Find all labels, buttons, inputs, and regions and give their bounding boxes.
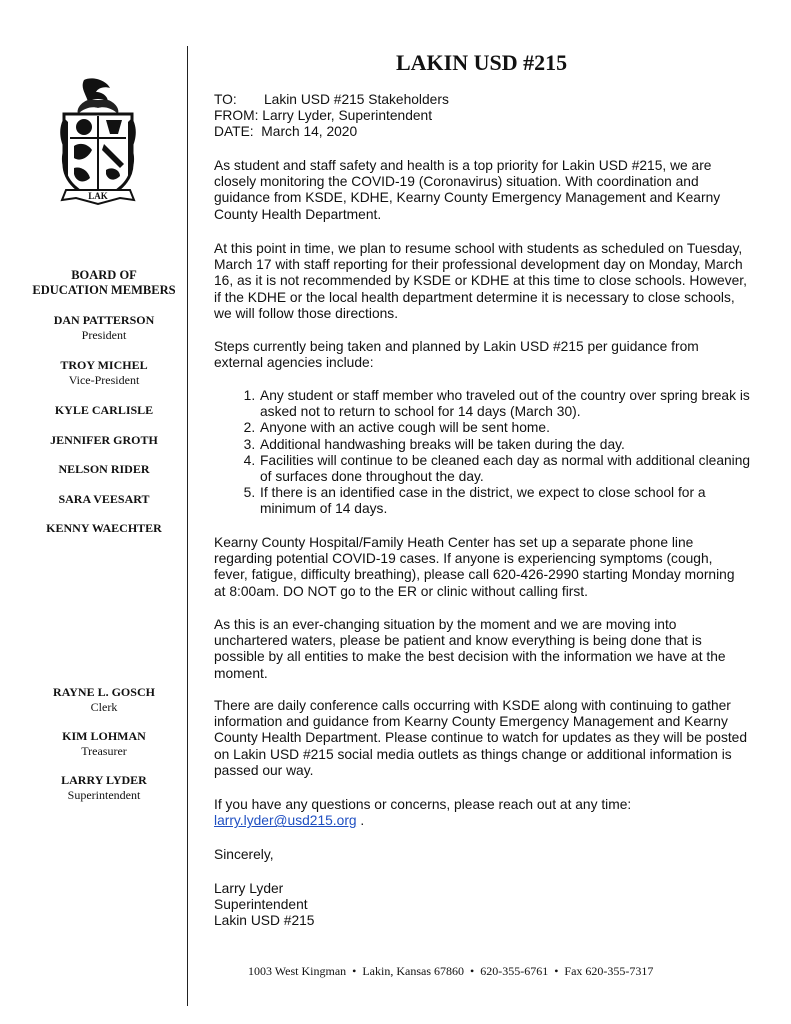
sidebar [0,0,187,1024]
board-member [0,313,208,342]
staff-member [0,729,208,758]
email-suffix: . [356,813,365,829]
list-item: 5. If there is an identified case in the district, we expect to close school for a minimum of 14 days. [259,485,759,517]
contact-text: If you have any questions or concerns, please reach out at any time: [214,797,632,812]
member-name: JENNIFER GROTH [50,433,158,447]
memo-header [214,92,749,141]
board-member [0,521,208,536]
memo-to-value: Lakin USD #215 Stakeholders [264,92,449,107]
memo-from-value: Larry Lyder, Superintendent [262,108,433,124]
board-member [0,462,208,477]
member-name: NELSON RIDER [58,462,150,476]
paragraph-steps-intro: Steps currently being taken and planned by Lakin USD #215 per guidance from external agencies include: [214,339,699,371]
list-item: 3. Additional handwashing breaks will be taken during the day. [259,437,759,453]
board-heading-line1: BOARD OF [71,268,137,282]
footer-street: 1003 West Kingman [248,964,347,978]
footer-fax: Fax 620-355-7317 [564,964,654,978]
staff-name: LARRY LYDER [61,773,147,787]
board-member [0,433,208,448]
staff-name: KIM LOHMAN [62,729,146,743]
memo-from-label: FROM: [214,108,259,124]
paragraph-intro: As student and staff safety and health is a top priority for Lakin USD #215, we are closely monitoring the COVID-19 (Coronavirus) situation. With coordination and guidance from KSDE, KDHE, Kearny County Emergency Management and Kearny County Health Department. [214,158,721,222]
footer-separator: • [554,964,559,978]
paragraph-contact [214,797,749,829]
member-role: President [81,328,127,342]
member-name: KYLE CARLISLE [54,403,154,417]
crest-banner-text: LAK [88,191,108,201]
board-member [0,358,208,387]
paragraph-hospital: Kearny County Hospital/Family Heath Center has set up a separate phone line regarding potential COVID-19 cases. If anyone is experiencing symptoms (cough, fever, fatigue, difficulty breathing), please call 620-426-2990 starting Monday morning at 8:00am. DO NOT go to the ER or clinic without calling first. [214,535,735,599]
paragraph-situation: As this is an ever-changing situation by the moment and we are moving into unchartered waters, please be patient and know everything is being done that is possible by all entities to make the best decision with the information we have at the moment. [214,617,726,681]
member-name: SARA VEESART [58,492,150,506]
signature-block [214,881,749,930]
member-name: KENNY WAECHTER [46,521,162,535]
staff-member [0,685,208,714]
staff-member [0,773,208,802]
memo-from [214,108,749,124]
list-item: 2. Anyone with an active cough will be sent home. [259,420,759,436]
list-item: 4. Facilities will continue to be cleaned each day as normal with additional cleaning of surfaces done throughout the day. [259,453,759,485]
list-item: 1. Any student or staff member who traveled out of the country over spring break is asked not to return to school for 14 days (March 30). [259,388,759,420]
staff-role: Treasurer [81,744,127,758]
memo-date [214,124,749,140]
paragraph-updates: There are daily conference calls occurring with KSDE along with continuing to gather information and guidance from Kearny County Emergency Management and Kearny County Health Department. Please continue to watch for updates as they will be posted on Lakin USD #215 social media outlets as things change or additional information is passed our way. [214,698,748,778]
letterhead-title: LAKIN USD #215 [396,50,568,75]
district-crest-logo [58,78,138,206]
staff-role: Superintendent [67,788,141,802]
paragraph-schedule: At this point in time, we plan to resume school with students as scheduled on Tuesday, March 17 with staff reporting for their professional development day on Monday, March 16, as it is not recommended by KSDE or KDHE at this time to close schools. However, if the KDHE or the local health department determine it is necessary to close schools, we will follow those directions. [214,241,747,321]
email-link[interactable]: larry.lyder@usd215.org [214,813,357,829]
board-heading [0,268,208,298]
board-member [0,403,208,418]
footer-phone: 620-355-6761 [480,964,549,978]
footer-separator: • [352,964,357,978]
member-role: Vice-President [68,373,140,387]
footer-city: Lakin, Kansas 67860 [362,964,464,978]
signature-org: Lakin USD #215 [214,913,315,929]
memo-date-label: DATE: [214,124,254,140]
memo-to [214,92,749,108]
member-name: TROY MICHEL [60,358,148,372]
footer-separator: • [470,964,475,978]
board-heading-line2: EDUCATION MEMBERS [32,283,176,297]
memo-date-value: March 14, 2020 [261,124,358,140]
signature-title: Superintendent [214,897,308,913]
signature-name: Larry Lyder [214,881,284,896]
board-member [0,492,208,507]
member-name: DAN PATTERSON [53,313,155,327]
sidebar-divider [187,46,188,1006]
staff-name: RAYNE L. GOSCH [53,685,155,699]
steps-list [237,388,759,518]
footer-address [248,964,653,978]
staff-role: Clerk [90,700,118,714]
closing-salutation: Sincerely, [214,847,274,862]
memo-to-label: TO: [214,92,237,107]
